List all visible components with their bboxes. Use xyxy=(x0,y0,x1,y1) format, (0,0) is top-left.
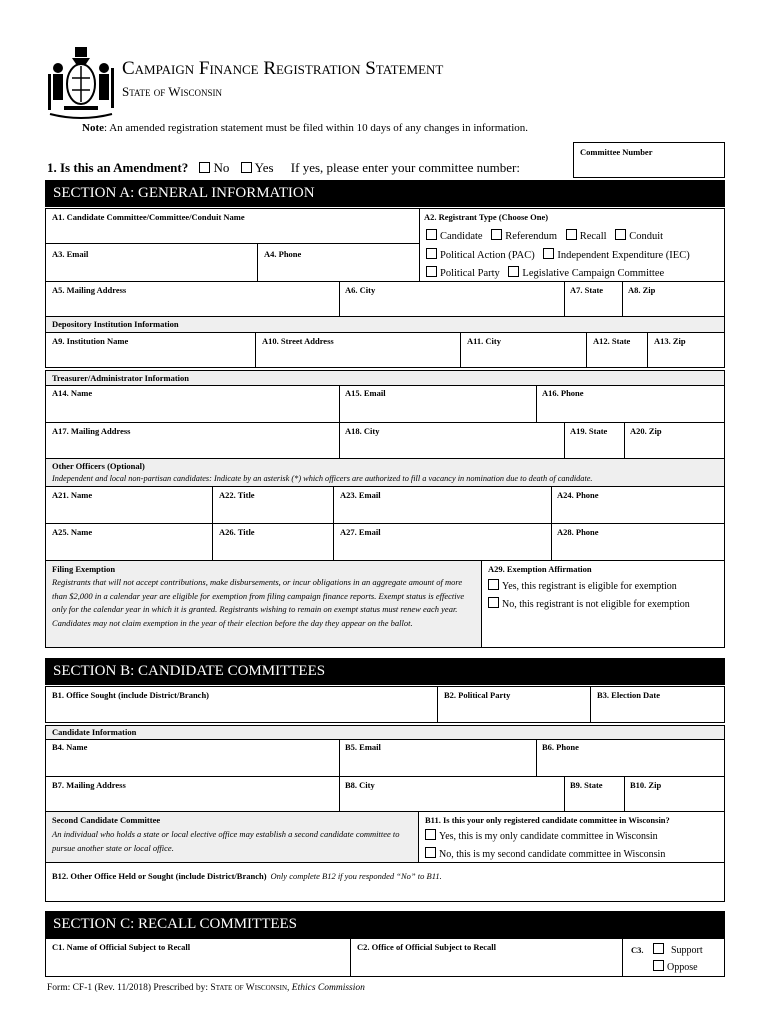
a14-name-field[interactable] xyxy=(45,385,340,423)
amendment-yes-checkbox[interactable] xyxy=(241,162,252,173)
registrant-type-row-3 xyxy=(426,266,664,279)
b12-label-row xyxy=(52,866,442,884)
a29-yes-label: Yes, this registrant is eligible for exemption xyxy=(502,581,677,592)
a4-label: A4. Phone xyxy=(264,249,302,259)
referendum-checkbox[interactable] xyxy=(491,229,502,240)
a15-email-field[interactable] xyxy=(339,385,537,423)
b11-yes-label: Yes, this is my only candidate committee in Wisconsin xyxy=(439,831,658,842)
b8-label: B8. City xyxy=(345,780,375,790)
a9-institution-name-field[interactable] xyxy=(45,332,256,368)
conduit-checkbox[interactable] xyxy=(615,229,626,240)
oppose-label: Oppose xyxy=(667,962,698,973)
form-subtitle: State of Wisconsin xyxy=(122,84,223,99)
a29-no-row xyxy=(488,597,690,610)
b12-other-office-field[interactable] xyxy=(45,862,725,902)
a25-name-field[interactable] xyxy=(45,523,213,561)
a21-label: A21. Name xyxy=(52,490,93,500)
a23-email-field[interactable] xyxy=(333,486,552,524)
note-label: Note xyxy=(82,122,104,134)
candidate-label: Candidate xyxy=(440,231,483,242)
a20-label: A20. Zip xyxy=(630,426,662,436)
a8-label: A8. Zip xyxy=(628,285,656,295)
a14-label: A14. Name xyxy=(52,388,93,398)
a12-label: A12. State xyxy=(593,336,631,346)
a29-exemption-affirmation xyxy=(481,560,725,648)
a11-label: A11. City xyxy=(467,336,501,346)
a26-title-field[interactable] xyxy=(212,523,334,561)
footer-agency: Ethics Commission xyxy=(291,983,365,993)
a13-label: A13. Zip xyxy=(654,336,686,346)
recall-checkbox[interactable] xyxy=(566,229,577,240)
registrant-type-row-2 xyxy=(426,248,690,261)
support-checkbox[interactable] xyxy=(653,943,664,954)
oppose-checkbox[interactable] xyxy=(653,960,664,971)
b6-phone-field[interactable] xyxy=(536,739,725,777)
amendment-note xyxy=(82,122,528,134)
c3-label: C3. xyxy=(631,945,644,955)
a5-label: A5. Mailing Address xyxy=(52,285,127,295)
second-committee-text: An individual who holds a state or local elective office may establish a second candidate committee to pursue another state or local office. xyxy=(52,829,400,853)
officers-heading-row xyxy=(45,458,725,487)
a9-label: A9. Institution Name xyxy=(52,336,129,346)
a20-zip-field[interactable] xyxy=(624,422,725,459)
b11-only-committee xyxy=(418,811,725,863)
b11-label: B11. Is this your only registered candidate committee in Wisconsin? xyxy=(425,815,670,825)
iec-label: Independent Expenditure (IEC) xyxy=(557,250,690,261)
b2-label: B2. Political Party xyxy=(444,690,511,700)
c2-official-office-field[interactable] xyxy=(350,938,623,977)
a1-label: A1. Candidate Committee/Committee/Conduit Name xyxy=(52,212,245,222)
iec-checkbox[interactable] xyxy=(543,248,554,259)
b2-political-party-field[interactable] xyxy=(437,686,591,723)
b4-label: B4. Name xyxy=(52,742,88,752)
section-c-heading: SECTION C: RECALL COMMITTEES xyxy=(45,911,725,938)
b4-name-field[interactable] xyxy=(45,739,340,777)
treasurer-heading: Treasurer/Administrator Information xyxy=(52,373,190,383)
a13-zip-field[interactable] xyxy=(647,332,725,368)
legislative-checkbox[interactable] xyxy=(508,266,519,277)
a18-label: A18. City xyxy=(345,426,380,436)
note-text: : An amended registration statement must be filed within 10 days of any changes in information. xyxy=(104,122,529,134)
c3-support-oppose xyxy=(622,938,725,977)
b1-label: B1. Office Sought (include District/Branch) xyxy=(52,690,210,700)
a17-label: A17. Mailing Address xyxy=(52,426,131,436)
legislative-label: Legislative Campaign Committee xyxy=(522,268,665,279)
a11-city-field[interactable] xyxy=(460,332,587,368)
b9-label: B9. State xyxy=(570,780,603,790)
a23-label: A23. Email xyxy=(340,490,381,500)
a7-state-field[interactable] xyxy=(564,281,623,317)
a28-phone-field[interactable] xyxy=(551,523,725,561)
amendment-row xyxy=(47,160,520,176)
party-label: Political Party xyxy=(440,268,500,279)
amendment-no-checkbox[interactable] xyxy=(199,162,210,173)
b10-zip-field[interactable] xyxy=(624,776,725,812)
recall-label: Recall xyxy=(579,231,607,242)
b11-no-row xyxy=(425,847,665,860)
conduit-label: Conduit xyxy=(629,231,664,242)
a10-label: A10. Street Address xyxy=(262,336,334,346)
state-seal xyxy=(46,44,116,120)
a25-label: A25. Name xyxy=(52,527,93,537)
candidate-info-heading-row xyxy=(45,725,725,740)
a12-state-field[interactable] xyxy=(586,332,648,368)
a4-phone-field[interactable] xyxy=(257,243,420,282)
pac-label: Political Action (PAC) xyxy=(440,250,535,261)
registrant-type-row-1 xyxy=(426,229,663,242)
a27-email-field[interactable] xyxy=(333,523,552,561)
a6-label: A6. City xyxy=(345,285,376,295)
b3-label: B3. Election Date xyxy=(597,690,661,700)
a5-mailing-address-field[interactable] xyxy=(45,281,340,317)
b7-label: B7. Mailing Address xyxy=(52,780,126,790)
depository-heading-row xyxy=(45,316,725,333)
a22-label: A22. Title xyxy=(219,490,255,500)
b11-no-checkbox[interactable] xyxy=(425,847,436,858)
form-footer xyxy=(47,983,365,993)
second-committee-box xyxy=(45,811,419,863)
a26-label: A26. Title xyxy=(219,527,255,537)
a28-label: A28. Phone xyxy=(557,527,599,537)
form-title: Campaign Finance Registration Statement xyxy=(122,58,444,79)
a19-label: A19. State xyxy=(570,426,608,436)
party-checkbox[interactable] xyxy=(426,266,437,277)
b3-election-date-field[interactable] xyxy=(590,686,725,723)
b5-label: B5. Email xyxy=(345,742,381,752)
a10-street-address-field[interactable] xyxy=(255,332,461,368)
a15-label: A15. Email xyxy=(345,388,386,398)
b10-label: B10. Zip xyxy=(630,780,662,790)
a3-label: A3. Email xyxy=(52,249,89,259)
treasurer-heading-row xyxy=(45,370,725,386)
a19-state-field[interactable] xyxy=(564,422,625,459)
a29-yes-row xyxy=(488,579,677,592)
b12-note: Only complete B12 if you responded “No” to B11. xyxy=(270,871,442,881)
a7-label: A7. State xyxy=(570,285,604,295)
c2-label: C2. Office of Official Subject to Recall xyxy=(357,942,497,952)
footer-sep: , xyxy=(287,983,292,993)
a29-no-label: No, this registrant is not eligible for exemption xyxy=(502,599,690,610)
a29-no-checkbox[interactable] xyxy=(488,597,499,608)
b6-label: B6. Phone xyxy=(542,742,579,752)
a17-mailing-address-field[interactable] xyxy=(45,422,340,459)
a2-registrant-type xyxy=(419,208,725,282)
filing-exemption-box xyxy=(45,560,482,648)
c1-official-name-field[interactable] xyxy=(45,938,351,977)
a29-yes-checkbox[interactable] xyxy=(488,579,499,590)
officers-heading: Other Officers (Optional) xyxy=(52,461,145,471)
b11-yes-row xyxy=(425,829,658,842)
b9-state-field[interactable] xyxy=(564,776,625,812)
b12-label: B12. Other Office Held or Sought (include District/Branch) xyxy=(52,871,267,881)
a2-label: A2. Registrant Type (Choose One) xyxy=(424,212,549,222)
c1-label: C1. Name of Official Subject to Recall xyxy=(52,942,191,952)
b11-yes-checkbox[interactable] xyxy=(425,829,436,840)
committee-number-field[interactable] xyxy=(573,142,725,178)
a16-label: A16. Phone xyxy=(542,388,584,398)
a18-city-field[interactable] xyxy=(339,422,565,459)
amendment-followup: If yes, please enter your committee number: xyxy=(290,160,521,175)
footer-form: Form: CF-1 (Rev. 11/2018) Prescribed by: xyxy=(47,983,211,993)
a24-label: A24. Phone xyxy=(557,490,599,500)
support-label: Support xyxy=(671,945,703,956)
amendment-question: 1. Is this an Amendment? xyxy=(47,160,189,175)
second-committee-heading: Second Candidate Committee xyxy=(52,815,161,825)
committee-number-label: Committee Number xyxy=(580,147,653,157)
a8-zip-field[interactable] xyxy=(622,281,725,317)
support-row xyxy=(653,943,703,956)
footer-state: State of Wisconsin xyxy=(210,983,288,993)
amendment-yes-label: Yes xyxy=(254,160,274,175)
amendment-no-label: No xyxy=(213,160,230,175)
filing-exemption-text: Registrants that will not accept contributions, make disbursements, or incur obligations in an aggregate amount of more than $2,000 in a calendar year are eligible for exemption from filing campaign finance reports. Exempt status is effective only for the calendar year in which it is granted. Registrants wishing to remain on exempt status must renew each year. Candidates may not claim exemption in the year of their election before the day they appear on the ballot. xyxy=(52,577,465,628)
filing-exemption-heading: Filing Exemption xyxy=(52,564,116,574)
candidate-info-heading: Candidate Information xyxy=(52,727,137,737)
a29-label: A29. Exemption Affirmation xyxy=(488,564,592,574)
b1-office-sought-field[interactable] xyxy=(45,686,438,723)
oppose-row xyxy=(653,960,698,973)
a3-email-field[interactable] xyxy=(45,243,258,282)
a1-committee-name-field[interactable] xyxy=(45,208,420,244)
referendum-label: Referendum xyxy=(505,231,558,242)
candidate-checkbox[interactable] xyxy=(426,229,437,240)
section-a-heading: SECTION A: GENERAL INFORMATION xyxy=(45,180,725,207)
b5-email-field[interactable] xyxy=(339,739,537,777)
depository-heading: Depository Institution Information xyxy=(52,319,179,329)
a22-title-field[interactable] xyxy=(212,486,334,524)
pac-checkbox[interactable] xyxy=(426,248,437,259)
a6-city-field[interactable] xyxy=(339,281,565,317)
b8-city-field[interactable] xyxy=(339,776,565,812)
a16-phone-field[interactable] xyxy=(536,385,725,423)
section-b-heading: SECTION B: CANDIDATE COMMITTEES xyxy=(45,658,725,685)
b7-mailing-address-field[interactable] xyxy=(45,776,340,812)
a27-label: A27. Email xyxy=(340,527,381,537)
officers-note: Independent and local non-partisan candidates: Indicate by an asterisk (*) which officers are authorized to fill a vacancy in nomination due to death of candidate. xyxy=(52,474,593,483)
b11-no-label: No, this is my second candidate committee in Wisconsin xyxy=(439,849,666,860)
a24-phone-field[interactable] xyxy=(551,486,725,524)
a21-name-field[interactable] xyxy=(45,486,213,524)
